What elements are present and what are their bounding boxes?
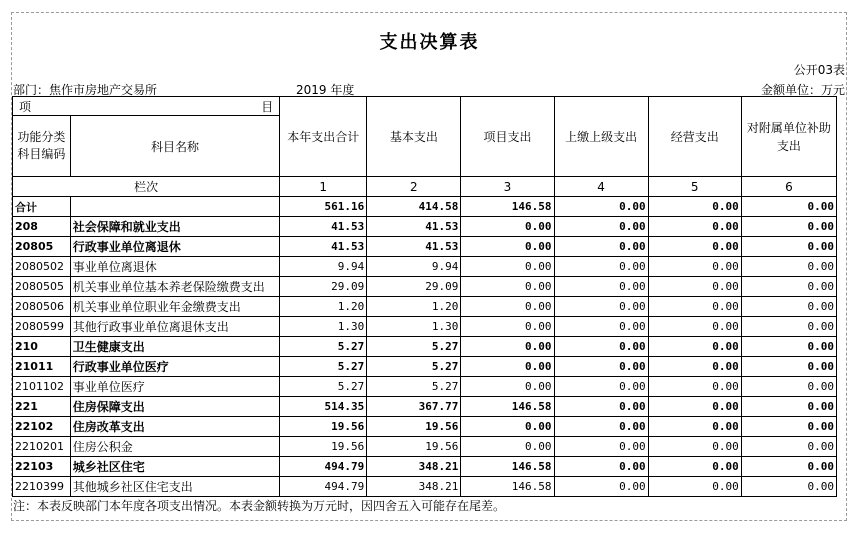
row-amount: 0.00 bbox=[648, 377, 741, 397]
row-amount: 0.00 bbox=[648, 217, 741, 237]
row-code: 2101102 bbox=[13, 377, 71, 397]
header-col-total: 本年支出合计 bbox=[280, 97, 367, 177]
row-amount: 0.00 bbox=[741, 457, 836, 477]
row-amount: 146.58 bbox=[461, 477, 554, 497]
header-col-upper: 上缴上级支出 bbox=[554, 97, 648, 177]
header-col-subsidiary: 对附属单位补助支出 bbox=[741, 97, 836, 177]
row-subject-name: 行政事业单位医疗 bbox=[70, 357, 280, 377]
header-item-left: 项 bbox=[19, 99, 32, 114]
row-amount: 9.94 bbox=[280, 257, 367, 277]
row-amount: 0.00 bbox=[648, 257, 741, 277]
row-amount: 514.35 bbox=[280, 397, 367, 417]
row-amount: 494.79 bbox=[280, 477, 367, 497]
row-amount: 0.00 bbox=[648, 417, 741, 437]
row-amount: 1.30 bbox=[280, 317, 367, 337]
header-col-basic: 基本支出 bbox=[367, 97, 461, 177]
row-amount: 0.00 bbox=[741, 437, 836, 457]
row-subject-name: 住房改革支出 bbox=[70, 417, 280, 437]
row-amount: 0.00 bbox=[554, 357, 648, 377]
row-amount: 561.16 bbox=[280, 197, 367, 217]
table-row bbox=[13, 317, 837, 337]
row-code: 221 bbox=[13, 397, 71, 417]
row-amount: 0.00 bbox=[461, 337, 554, 357]
row-amount: 1.20 bbox=[367, 297, 461, 317]
row-subject-name: 事业单位离退休 bbox=[70, 257, 280, 277]
row-subject-name: 机关事业单位职业年金缴费支出 bbox=[70, 297, 280, 317]
row-amount: 41.53 bbox=[280, 237, 367, 257]
row-amount: 0.00 bbox=[554, 397, 648, 417]
row-amount: 367.77 bbox=[367, 397, 461, 417]
row-code: 2080599 bbox=[13, 317, 71, 337]
row-amount: 0.00 bbox=[554, 377, 648, 397]
row-amount: 0.00 bbox=[741, 477, 836, 497]
row-amount: 41.53 bbox=[367, 237, 461, 257]
row-amount: 146.58 bbox=[461, 457, 554, 477]
row-subject-name: 卫生健康支出 bbox=[70, 337, 280, 357]
row-amount: 0.00 bbox=[554, 277, 648, 297]
row-amount: 29.09 bbox=[367, 277, 461, 297]
row-amount: 0.00 bbox=[554, 297, 648, 317]
table-row bbox=[13, 197, 837, 217]
row-amount: 0.00 bbox=[648, 297, 741, 317]
row-code: 210 bbox=[13, 337, 71, 357]
table-row bbox=[13, 377, 837, 397]
row-amount: 0.00 bbox=[554, 457, 648, 477]
table-row bbox=[13, 237, 837, 257]
row-code: 208 bbox=[13, 217, 71, 237]
row-amount: 41.53 bbox=[280, 217, 367, 237]
header-item-cell bbox=[13, 97, 280, 116]
row-subject-name: 行政事业单位离退休 bbox=[70, 237, 280, 257]
row-amount: 0.00 bbox=[741, 357, 836, 377]
column-number: 2 bbox=[367, 177, 461, 197]
row-amount: 0.00 bbox=[461, 277, 554, 297]
row-code: 2080502 bbox=[13, 257, 71, 277]
row-amount: 0.00 bbox=[554, 197, 648, 217]
row-code: 2210399 bbox=[13, 477, 71, 497]
table-row bbox=[13, 297, 837, 317]
header-subject-name: 科目名称 bbox=[70, 116, 280, 177]
header-col-business: 经营支出 bbox=[648, 97, 741, 177]
row-subject-name: 其他行政事业单位离退休支出 bbox=[70, 317, 280, 337]
row-code: 2080505 bbox=[13, 277, 71, 297]
row-amount: 0.00 bbox=[741, 297, 836, 317]
row-amount: 0.00 bbox=[741, 217, 836, 237]
column-number: 5 bbox=[648, 177, 741, 197]
header-col-project: 项目支出 bbox=[461, 97, 554, 177]
row-amount: 0.00 bbox=[554, 337, 648, 357]
row-amount: 0.00 bbox=[461, 237, 554, 257]
header-func-code: 功能分类科目编码 bbox=[13, 116, 71, 177]
row-amount: 146.58 bbox=[461, 397, 554, 417]
header-row-index bbox=[13, 177, 837, 197]
row-amount: 0.00 bbox=[461, 437, 554, 457]
row-amount: 29.09 bbox=[280, 277, 367, 297]
row-code: 合计 bbox=[13, 197, 71, 217]
row-amount: 0.00 bbox=[554, 317, 648, 337]
row-amount: 0.00 bbox=[648, 317, 741, 337]
row-subject-name: 住房保障支出 bbox=[70, 397, 280, 417]
row-amount: 1.20 bbox=[280, 297, 367, 317]
page-title: 支出决算表 bbox=[379, 32, 480, 53]
row-amount: 0.00 bbox=[741, 397, 836, 417]
row-amount: 0.00 bbox=[554, 417, 648, 437]
row-amount: 0.00 bbox=[461, 217, 554, 237]
row-amount: 0.00 bbox=[648, 437, 741, 457]
row-amount: 5.27 bbox=[280, 377, 367, 397]
row-amount: 0.00 bbox=[648, 197, 741, 217]
row-amount: 0.00 bbox=[461, 317, 554, 337]
column-number: 1 bbox=[280, 177, 367, 197]
year-label: 2019 年度 bbox=[296, 83, 355, 97]
column-number: 6 bbox=[741, 177, 836, 197]
row-amount: 5.27 bbox=[280, 337, 367, 357]
table-row bbox=[13, 277, 837, 297]
row-amount: 0.00 bbox=[554, 477, 648, 497]
row-amount: 0.00 bbox=[741, 257, 836, 277]
row-amount: 1.30 bbox=[367, 317, 461, 337]
table-row bbox=[13, 357, 837, 377]
row-amount: 0.00 bbox=[648, 237, 741, 257]
header-row-index-label: 栏次 bbox=[13, 177, 280, 197]
table-row bbox=[13, 417, 837, 437]
header-row-item bbox=[13, 97, 837, 116]
row-amount: 5.27 bbox=[367, 357, 461, 377]
table-row bbox=[13, 257, 837, 277]
row-subject-name: 事业单位医疗 bbox=[70, 377, 280, 397]
row-subject-name bbox=[70, 197, 280, 217]
table-row bbox=[13, 217, 837, 237]
row-amount: 0.00 bbox=[741, 277, 836, 297]
row-code: 2080506 bbox=[13, 297, 71, 317]
table-row bbox=[13, 477, 837, 497]
row-amount: 0.00 bbox=[741, 197, 836, 217]
row-amount: 19.56 bbox=[367, 417, 461, 437]
table-row bbox=[13, 457, 837, 477]
row-code: 22102 bbox=[13, 417, 71, 437]
form-id: 公开03表 bbox=[793, 63, 845, 77]
row-subject-name: 城乡社区住宅 bbox=[70, 457, 280, 477]
row-amount: 0.00 bbox=[554, 237, 648, 257]
row-subject-name: 机关事业单位基本养老保险缴费支出 bbox=[70, 277, 280, 297]
row-amount: 146.58 bbox=[461, 197, 554, 217]
row-code: 2210201 bbox=[13, 437, 71, 457]
row-amount: 19.56 bbox=[280, 417, 367, 437]
row-amount: 0.00 bbox=[741, 337, 836, 357]
row-amount: 0.00 bbox=[461, 417, 554, 437]
row-amount: 0.00 bbox=[648, 477, 741, 497]
row-code: 21011 bbox=[13, 357, 71, 377]
row-subject-name: 社会保障和就业支出 bbox=[70, 217, 280, 237]
row-amount: 494.79 bbox=[280, 457, 367, 477]
row-amount: 0.00 bbox=[461, 257, 554, 277]
row-amount: 5.27 bbox=[280, 357, 367, 377]
row-amount: 414.58 bbox=[367, 197, 461, 217]
row-amount: 0.00 bbox=[554, 437, 648, 457]
table-row bbox=[13, 437, 837, 457]
row-amount: 348.21 bbox=[367, 457, 461, 477]
row-amount: 0.00 bbox=[648, 277, 741, 297]
row-amount: 9.94 bbox=[367, 257, 461, 277]
amount-unit-label: 金额单位：万元 bbox=[760, 83, 845, 97]
department-label: 部门：焦作市房地产交易所 bbox=[13, 83, 158, 97]
row-amount: 41.53 bbox=[367, 217, 461, 237]
row-amount: 5.27 bbox=[367, 337, 461, 357]
row-amount: 0.00 bbox=[554, 217, 648, 237]
column-number: 3 bbox=[461, 177, 554, 197]
row-amount: 0.00 bbox=[741, 237, 836, 257]
row-amount: 0.00 bbox=[648, 337, 741, 357]
row-subject-name: 其他城乡社区住宅支出 bbox=[70, 477, 280, 497]
row-amount: 0.00 bbox=[554, 257, 648, 277]
table-row bbox=[13, 337, 837, 357]
row-amount: 0.00 bbox=[461, 357, 554, 377]
row-amount: 5.27 bbox=[367, 377, 461, 397]
row-amount: 0.00 bbox=[741, 377, 836, 397]
expenditure-table bbox=[12, 96, 837, 497]
row-amount: 0.00 bbox=[461, 297, 554, 317]
row-amount: 348.21 bbox=[367, 477, 461, 497]
table-row bbox=[13, 397, 837, 417]
column-number: 4 bbox=[554, 177, 648, 197]
row-amount: 0.00 bbox=[741, 317, 836, 337]
row-amount: 19.56 bbox=[367, 437, 461, 457]
footnote: 注：本表反映部门本年度各项支出情况。本表金额转换为万元时，因四舍五入可能存在尾差。 bbox=[13, 499, 506, 513]
row-amount: 0.00 bbox=[648, 397, 741, 417]
header-item-right: 目 bbox=[261, 99, 274, 114]
row-code: 20805 bbox=[13, 237, 71, 257]
row-amount: 19.56 bbox=[280, 437, 367, 457]
row-code: 22103 bbox=[13, 457, 71, 477]
row-amount: 0.00 bbox=[741, 417, 836, 437]
row-amount: 0.00 bbox=[648, 457, 741, 477]
row-subject-name: 住房公积金 bbox=[70, 437, 280, 457]
row-amount: 0.00 bbox=[648, 357, 741, 377]
row-amount: 0.00 bbox=[461, 377, 554, 397]
